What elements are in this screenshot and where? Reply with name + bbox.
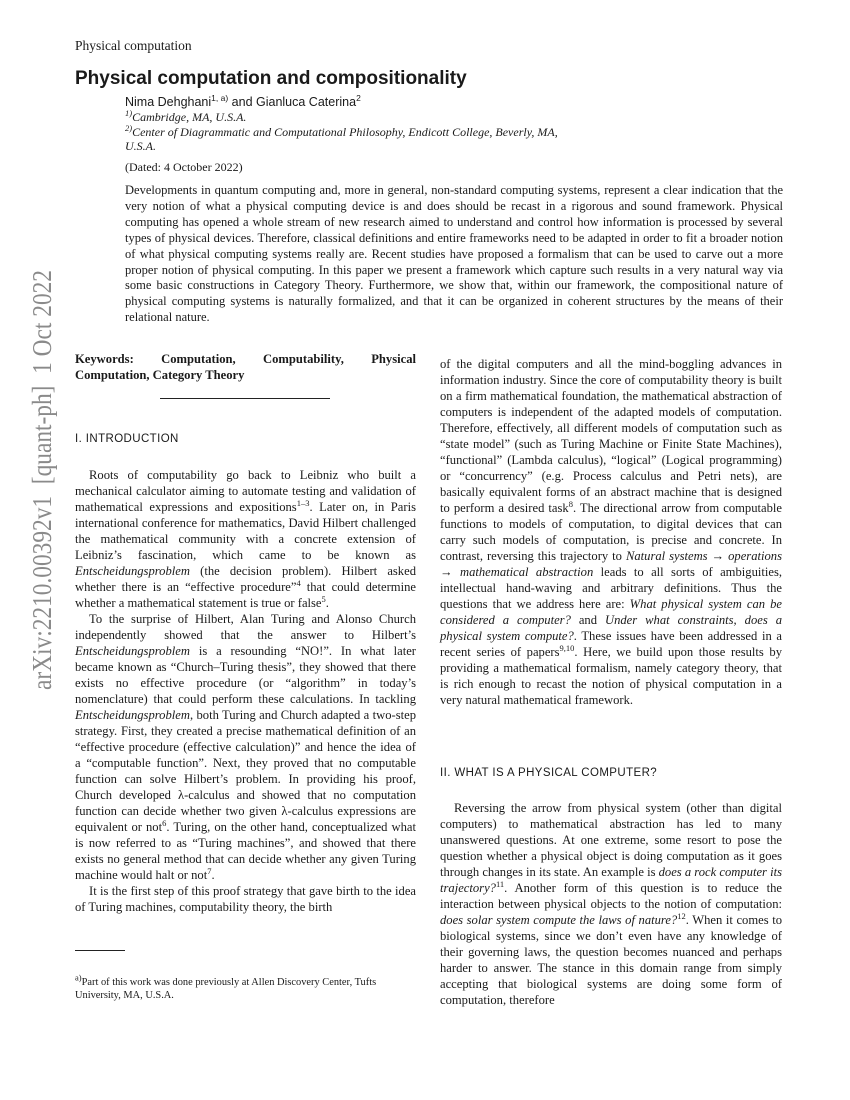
arxiv-stamp-text: arXiv:2210.00392v1 [quant-ph] 1 Oct 2022 [27, 265, 57, 690]
paper-title: Physical computation and compositionality [75, 68, 467, 89]
citation: 6 [162, 817, 167, 828]
section-heading-introduction: I. INTRODUCTION [75, 433, 179, 445]
abstract: Developments in quantum computing and, more in general, non-standard computing systems, represent a clear indication that the very notion of what a physical computing device is and does should be recast in a rigorous and sound framework. Physical computing has opened a whole stream of new research aimed to understand and control how information is processed by several types of physical devices. Therefore, classical definitions and entire frameworks need to be adapted in order to fit a broader notion of what physical computing systems really are. Recent studies have proposed a formalism that can be used to carve out a more proper notion of physical computing. In this paper we present a framework which capture such results in a very natural way via some basic constructions in Category Theory. Furthermore, we show that, within our framework, the compositional nature of physical computing systems is naturally formalized, and that it can be organized in coherent structures by the means of their relational nature. [125, 183, 783, 325]
paragraph: To the surprise of Hilbert, Alan Turing and Alonso Church independently showed that the answer to Hilbert’s Entscheidungsproblem is a resounding “NO!”. In what later became known as “Church–Turing thesis”, they showed that there exists no effective procedure (or “algorithm” in today’s nomenclature) that could perform these calculations. In tackling Entscheidungsproblem, both Turing and Church adapted a two-step strategy. First, they created a precise mathematical definition of an “effective procedure (effective calculation)” and hence the idea of a “computable function”. Next, they proved that no computable function can solve Hilbert’s problem. In providing his proof, Church developed λ-calculus and showed that no computation function can decide whether two given λ-calculus expressions are equivalent or not$^6$. Turing, on the other hand, conceptualized what is now referred to as “Turing machines”, and showed that there exists no general method that can decide whether any given Turing machine would halt or not$^7$. [75, 612, 416, 882]
citation: 4 [296, 577, 301, 588]
citation: 1–3 [296, 497, 310, 508]
affiliation-2: $^{2)}$Center of Diagrammatic and Computational Philosophy, Endicott College, Beverly, MA, U.S.A. [125, 123, 558, 153]
footnote-rule [75, 950, 125, 951]
paragraph: Reversing the arrow from physical system (other than digital computers) to mathematical abstraction has led to many unanswered questions. At one extreme, some resort to pose the question whether a physical object is doing computation as it goes through changes in its state. An example is does a rock computer its trajectory?$^{11}$. Another form of this question is to reduce the interaction between physical objects to the notion of computation: does solar system compute the laws of nature?$^{12}$. When it comes to biological systems, since we don’t even have any knowledge of their governing laws, the question becomes nuanced and perhaps harder to answer. The stance in this domain range from simply accepting that biological systems are doing some form of computation, therefore [440, 801, 782, 1007]
author-name: Gianluca Caterina [256, 95, 357, 109]
paragraph: of the digital computers and all the mind-boggling advances in information industry. Since the core of computability theory is built on a firm mathematical foundation, the mathematical abstraction of computers is independent of the adapted models of computation. Therefore, effectively, all different models of computation such as “state model” (such as Turing Machine or Finite State Machines), “functional” (Lambda calculus), “logical” (Logical programming) or “concurrency” (e.g. Process calculus and Petri nets), are basically equivalent forms of an abstract machine that is designed to perform a desired task$^8$. The directional arrow from computable functions to models of computation, to digital devices that can carry such models of computation, is precise and concrete. In contrast, reversing this trajectory to Natural systems → operations → mathematical abstraction leads to all sorts of ambiguities, intellectual hand-waving and arbitrary definitions. Thus the questions that we address here are: What physical system can be considered a computer? and Under what constraints, does a physical system compute?. These issues have been addressed in a recent series of papers$^{9,10}$. Here, we build upon those results by providing a mathematical formalism, namely category theory, that is rich enough to recast the notion of physical computation in a very natural mathematical framework. [440, 357, 782, 707]
author-line: Nima Dehghani$^{1, a)}$ and Gianluca Caterina$^2$ [125, 92, 361, 109]
affiliation-mark: 2 [356, 92, 361, 103]
running-header: Physical computation [75, 38, 192, 53]
citation: 8 [568, 498, 573, 509]
citation: 11 [495, 878, 505, 889]
affiliation-1: $^{1)}$Cambridge, MA, U.S.A. [125, 108, 247, 124]
right-column-body [440, 356, 782, 708]
paragraph: It is the first step of this proof strategy that gave birth to the idea of Turing machines, computability theory, the birth [75, 884, 416, 914]
citation: 7 [207, 865, 212, 876]
arxiv-stamp [20, 265, 62, 695]
citation: 12 [677, 910, 686, 921]
author-name: Nima Dehghani [125, 95, 212, 109]
section-heading-physical-computer: II. WHAT IS A PHYSICAL COMPUTER? [440, 767, 658, 779]
paragraph: Roots of computability go back to Leibniz who built a mechanical calculator aiming to automate testing and validation of mathematical expressions and expositions$^{1-3}$. Later on, in Paris international conference for mathematics, David Hilbert challenged the mathematical community with a concrete extension of Leibniz’s fascination, which came to be known as Entscheidungsproblem (the decision problem). Hilbert asked whether there is an “effective procedure”$^4$ that could determine whether a mathematical statement is true or false$^5$. [75, 468, 416, 610]
citation: 9,10 [559, 642, 575, 653]
intro-body [75, 467, 416, 915]
keywords: Keywords: Computation, Computability, Physical Computation, Category Theory [75, 352, 416, 382]
divider [160, 398, 330, 399]
citation: 5 [321, 593, 326, 604]
affiliation-mark: 1, a) [211, 92, 229, 103]
section-2-body [440, 800, 782, 1008]
footnote: $^{a)}$Part of this work was done previously at Allen Discovery Center, Tufts University, MA, U.S.A. [75, 972, 377, 1001]
dated-line: (Dated: 4 October 2022) [125, 160, 243, 174]
